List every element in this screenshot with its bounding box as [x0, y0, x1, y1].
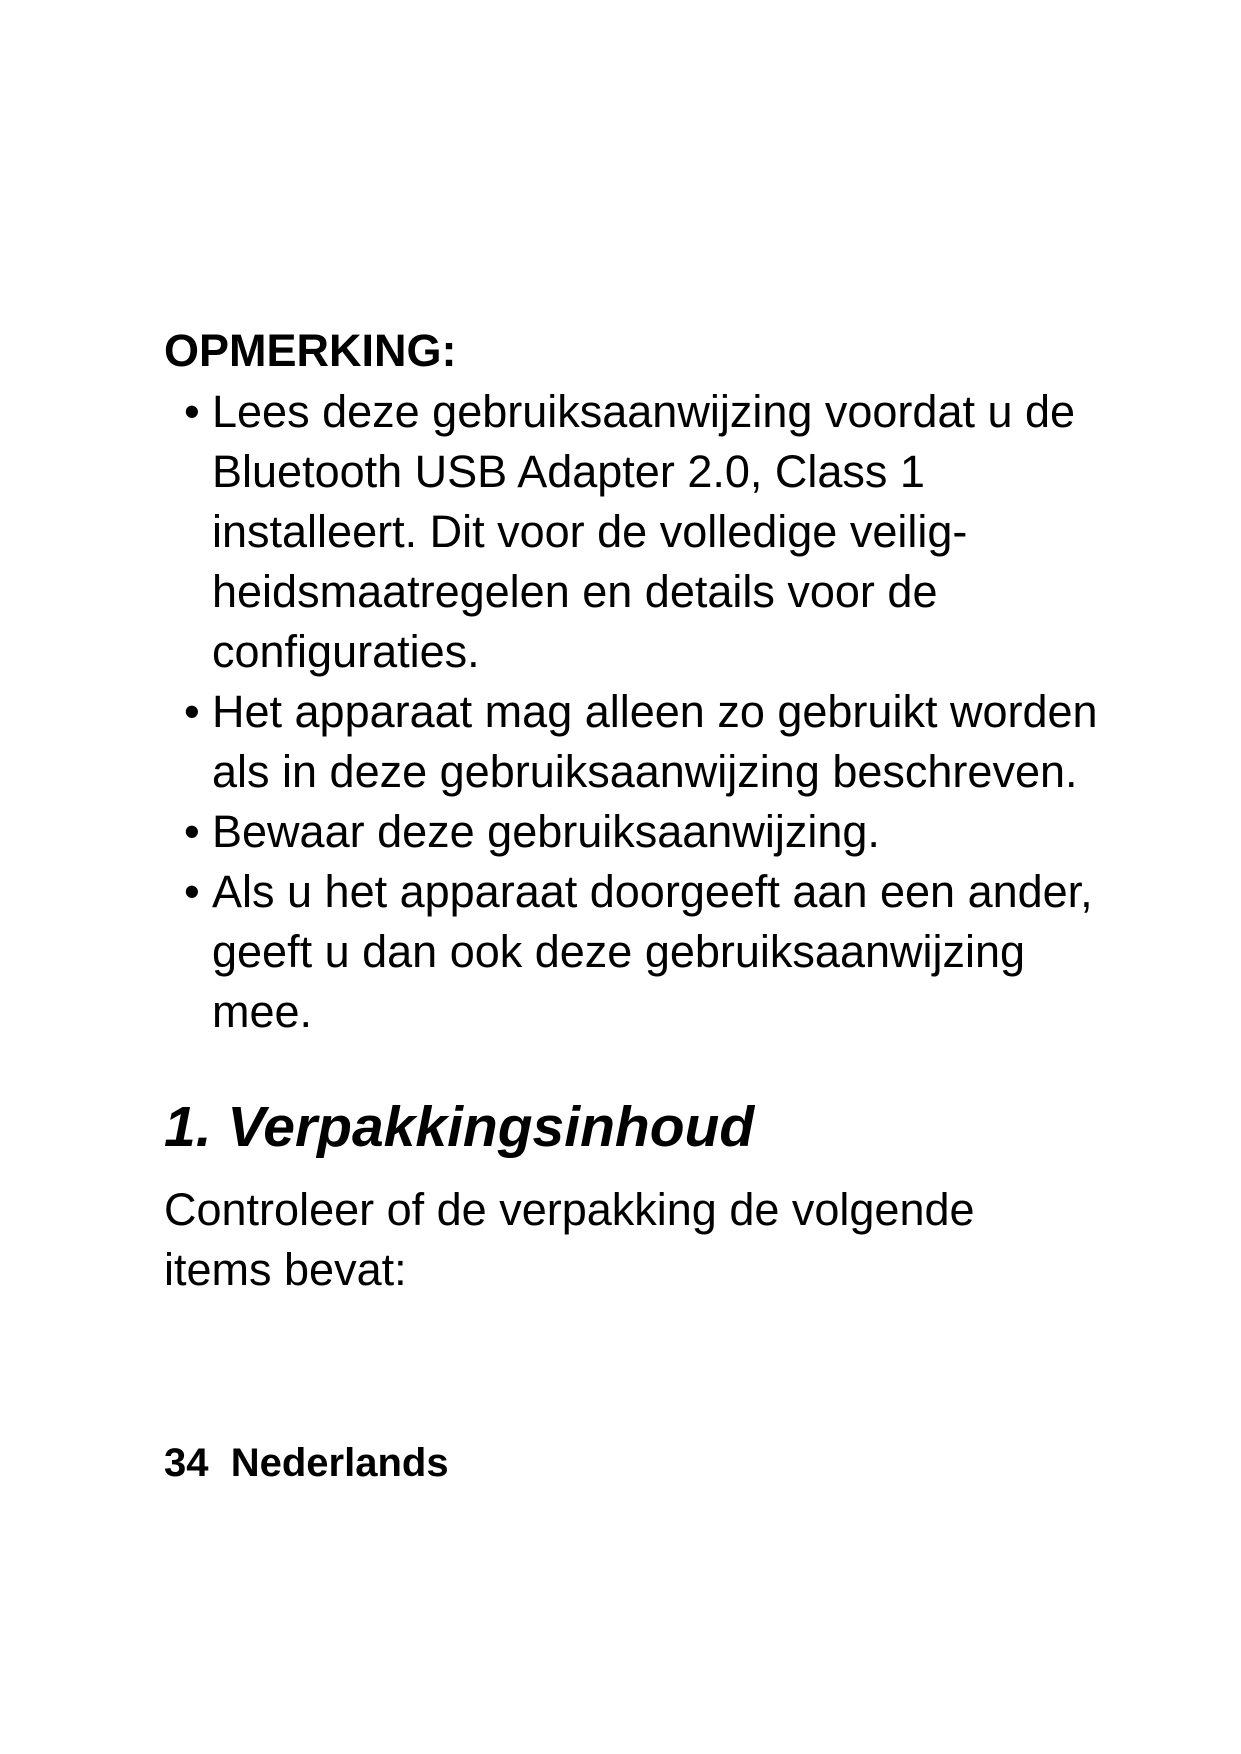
note-item-text: Als u het apparaat doorgeeft aan een ander, geeft u dan ook deze gebruiksaanwijzing mee. [212, 866, 1093, 1037]
page-content [164, 320, 1124, 1300]
bullet-icon: • [184, 686, 200, 737]
footer-language: Nederlands [230, 1441, 449, 1485]
note-list [164, 382, 1124, 1042]
page-footer [164, 1438, 449, 1488]
note-item [164, 862, 1124, 1042]
note-item [164, 682, 1124, 802]
note-item [164, 802, 1124, 862]
page-number: 34 [164, 1441, 209, 1485]
bullet-icon: • [184, 806, 200, 857]
note-item-text: Bewaar deze gebruiksaanwijzing. [212, 806, 880, 857]
section-intro: Controleer of de verpakking de volgende items bevat: [164, 1184, 975, 1295]
note-item [164, 382, 1124, 682]
bullet-icon: • [184, 386, 200, 437]
bullet-icon: • [184, 866, 200, 917]
note-item-text: Lees deze gebruiksaanwijzing voordat u de Bluetooth USB Adapter 2.0, Class 1 installeert. Dit voor de volledige veiligheidsmaatregelen en details voor de configuraties. [212, 386, 1076, 677]
note-heading: OPMERKING: [164, 325, 457, 376]
section-heading: 1. Verpakkingsinhoud [164, 1095, 755, 1159]
note-item-text: Het apparaat mag alleen zo gebruikt worden als in deze gebruiksaanwijzing beschreven. [212, 686, 1098, 797]
